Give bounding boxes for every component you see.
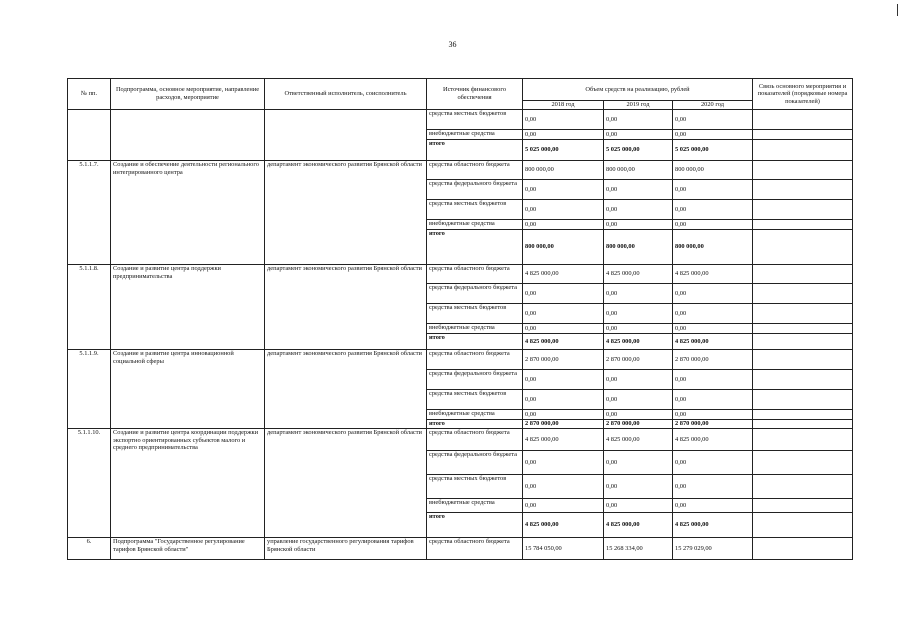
amount-2018: 0,00: [523, 110, 604, 130]
table-row: [68, 538, 853, 560]
amount-2018: 0,00: [523, 390, 604, 410]
amount-2018: 15 784 050,00: [523, 538, 604, 560]
amount-2018: 0,00: [523, 451, 604, 475]
header-volume: Объем средств на реализацию, рублей: [523, 79, 753, 101]
amount-2020: 15 279 029,00: [673, 538, 753, 560]
funding-source: средства областного бюджета: [427, 265, 523, 284]
table-row: [68, 350, 853, 370]
amount-2020: 0,00: [673, 180, 753, 200]
indicator-link: [753, 513, 853, 538]
funding-source: итого: [427, 420, 523, 429]
amount-2020: 0,00: [673, 410, 753, 420]
row-number: 5.1.1.9.: [68, 350, 111, 429]
amount-2020: 0,00: [673, 370, 753, 390]
funding-source: итого: [427, 230, 523, 265]
indicator-link: [753, 220, 853, 230]
amount-2019: 4 825 000,00: [604, 265, 673, 284]
indicator-link: [753, 180, 853, 200]
program-name: Создание и развитие центра координации поддержки экспортно ориентированных субъектов малого и среднего предпринимательства: [111, 429, 265, 538]
funding-source: средства местных бюджетов: [427, 475, 523, 499]
header-year-2018: 2018 год: [523, 101, 604, 110]
funding-source: средства местных бюджетов: [427, 304, 523, 324]
amount-2019: 0,00: [604, 475, 673, 499]
funding-source: внебюджетные средства: [427, 220, 523, 230]
indicator-link: [753, 230, 853, 265]
amount-2018: 0,00: [523, 220, 604, 230]
funding-source: внебюджетные средства: [427, 130, 523, 140]
amount-2018: 0,00: [523, 304, 604, 324]
funding-source: средства областного бюджета: [427, 429, 523, 451]
header-executor: Ответственный исполнитель, соисполнитель: [265, 79, 427, 110]
amount-2020: 5 025 000,00: [673, 140, 753, 161]
amount-2020: 0,00: [673, 451, 753, 475]
amount-2019: 0,00: [604, 110, 673, 130]
amount-2019: 0,00: [604, 370, 673, 390]
page-number: 36: [448, 40, 457, 49]
amount-2020: 4 825 000,00: [673, 429, 753, 451]
executor-name: департамент экономического развития Брянской области: [265, 429, 427, 538]
indicator-link: [753, 475, 853, 499]
program-name: Создание и развитие центра поддержки предпринимательства: [111, 265, 265, 350]
amount-2018: 0,00: [523, 499, 604, 513]
amount-2018: 0,00: [523, 324, 604, 334]
header-year-2020: 2020 год: [673, 101, 753, 110]
amount-2018: 0,00: [523, 284, 604, 304]
funding-source: средства федерального бюджета: [427, 284, 523, 304]
indicator-link: [753, 410, 853, 420]
amount-2020: 0,00: [673, 110, 753, 130]
executor-name: департамент экономического развития Брянской области: [265, 161, 427, 265]
funding-source: итого: [427, 140, 523, 161]
header-year-2019: 2019 год: [604, 101, 673, 110]
executor-name: [265, 110, 427, 161]
row-number: 5.1.1.7.: [68, 161, 111, 265]
indicator-link: [753, 110, 853, 130]
amount-2020: 800 000,00: [673, 230, 753, 265]
indicator-link: [753, 161, 853, 180]
amount-2019: 5 025 000,00: [604, 140, 673, 161]
funding-source: средства федерального бюджета: [427, 180, 523, 200]
program-name: Создание и обеспечение деятельности регионального интегрированного центра: [111, 161, 265, 265]
amount-2019: 2 870 000,00: [604, 350, 673, 370]
amount-2018: 2 870 000,00: [523, 420, 604, 429]
amount-2019: 0,00: [604, 180, 673, 200]
indicator-link: [753, 334, 853, 350]
amount-2020: 0,00: [673, 499, 753, 513]
amount-2018: 800 000,00: [523, 161, 604, 180]
amount-2020: 2 870 000,00: [673, 420, 753, 429]
row-number: 6.: [68, 538, 111, 560]
indicator-link: [753, 140, 853, 161]
amount-2019: 0,00: [604, 499, 673, 513]
row-number: 5.1.1.10.: [68, 429, 111, 538]
indicator-link: [753, 200, 853, 220]
row-number: 5.1.1.8.: [68, 265, 111, 350]
amount-2020: 0,00: [673, 130, 753, 140]
amount-2020: 2 870 000,00: [673, 350, 753, 370]
amount-2018: 0,00: [523, 410, 604, 420]
indicator-link: [753, 390, 853, 410]
indicator-link: [753, 265, 853, 284]
funding-source: средства областного бюджета: [427, 538, 523, 560]
table-row: [68, 265, 853, 284]
executor-name: департамент экономического развития Брянской области: [265, 265, 427, 350]
indicator-link: [753, 304, 853, 324]
program-name: [111, 110, 265, 161]
executor-name: управление государственного регулирования тарифов Брянской области: [265, 538, 427, 560]
amount-2020: 800 000,00: [673, 161, 753, 180]
amount-2018: 0,00: [523, 180, 604, 200]
amount-2019: 0,00: [604, 390, 673, 410]
amount-2019: 15 268 334,00: [604, 538, 673, 560]
indicator-link: [753, 429, 853, 451]
amount-2019: 0,00: [604, 324, 673, 334]
funding-source: средства местных бюджетов: [427, 110, 523, 130]
amount-2020: 4 825 000,00: [673, 334, 753, 350]
funding-source: средства местных бюджетов: [427, 200, 523, 220]
amount-2020: 0,00: [673, 284, 753, 304]
funding-source: средства областного бюджета: [427, 350, 523, 370]
amount-2020: 4 825 000,00: [673, 513, 753, 538]
indicator-link: [753, 350, 853, 370]
funding-source: средства областного бюджета: [427, 161, 523, 180]
budget-table: [67, 78, 853, 560]
indicator-link: [753, 284, 853, 304]
amount-2020: 0,00: [673, 200, 753, 220]
amount-2018: 4 825 000,00: [523, 334, 604, 350]
amount-2019: 0,00: [604, 284, 673, 304]
table-row: [68, 429, 853, 451]
amount-2018: 0,00: [523, 475, 604, 499]
funding-source: внебюджетные средства: [427, 499, 523, 513]
amount-2018: 4 825 000,00: [523, 429, 604, 451]
header-num: № пп.: [68, 79, 111, 110]
funding-source: итого: [427, 334, 523, 350]
amount-2020: 0,00: [673, 304, 753, 324]
amount-2018: 800 000,00: [523, 230, 604, 265]
amount-2020: 4 825 000,00: [673, 265, 753, 284]
indicator-link: [753, 451, 853, 475]
table-row: [68, 161, 853, 180]
scan-mark: [897, 4, 898, 16]
header-program: Подпрограмма, основное мероприятие, направление расходов, мероприятие: [111, 79, 265, 110]
amount-2020: 0,00: [673, 324, 753, 334]
table-row: [68, 110, 853, 130]
header-source: Источник финансового обеспечения: [427, 79, 523, 110]
amount-2018: 5 025 000,00: [523, 140, 604, 161]
amount-2018: 0,00: [523, 200, 604, 220]
program-name: Подпрограмма "Государственное регулирование тарифов Брянской области": [111, 538, 265, 560]
amount-2019: 0,00: [604, 304, 673, 324]
amount-2020: 0,00: [673, 390, 753, 410]
amount-2018: 4 825 000,00: [523, 513, 604, 538]
indicator-link: [753, 130, 853, 140]
amount-2020: 0,00: [673, 220, 753, 230]
amount-2019: 800 000,00: [604, 230, 673, 265]
indicator-link: [753, 420, 853, 429]
amount-2019: 0,00: [604, 200, 673, 220]
amount-2020: 0,00: [673, 475, 753, 499]
funding-source: средства федерального бюджета: [427, 370, 523, 390]
amount-2018: 0,00: [523, 370, 604, 390]
row-number: [68, 110, 111, 161]
funding-source: итого: [427, 513, 523, 538]
amount-2018: 0,00: [523, 130, 604, 140]
table-body: [68, 110, 853, 560]
amount-2019: 0,00: [604, 130, 673, 140]
indicator-link: [753, 538, 853, 560]
funding-source: внебюджетные средства: [427, 410, 523, 420]
amount-2019: 800 000,00: [604, 161, 673, 180]
amount-2019: 4 825 000,00: [604, 513, 673, 538]
amount-2019: 4 825 000,00: [604, 429, 673, 451]
program-name: Создание и развитие центра инновационной социальной сферы: [111, 350, 265, 429]
executor-name: департамент экономического развития Брянской области: [265, 350, 427, 429]
amount-2018: 2 870 000,00: [523, 350, 604, 370]
amount-2019: 0,00: [604, 451, 673, 475]
funding-source: внебюджетные средства: [427, 324, 523, 334]
funding-source: средства местных бюджетов: [427, 390, 523, 410]
amount-2019: 2 870 000,00: [604, 420, 673, 429]
indicator-link: [753, 324, 853, 334]
header-link: Связь основного мероприятия и показателей (порядковые номера показателей): [753, 79, 853, 110]
funding-source: средства федерального бюджета: [427, 451, 523, 475]
indicator-link: [753, 370, 853, 390]
indicator-link: [753, 499, 853, 513]
amount-2018: 4 825 000,00: [523, 265, 604, 284]
amount-2019: 0,00: [604, 410, 673, 420]
amount-2019: 0,00: [604, 220, 673, 230]
amount-2019: 4 825 000,00: [604, 334, 673, 350]
